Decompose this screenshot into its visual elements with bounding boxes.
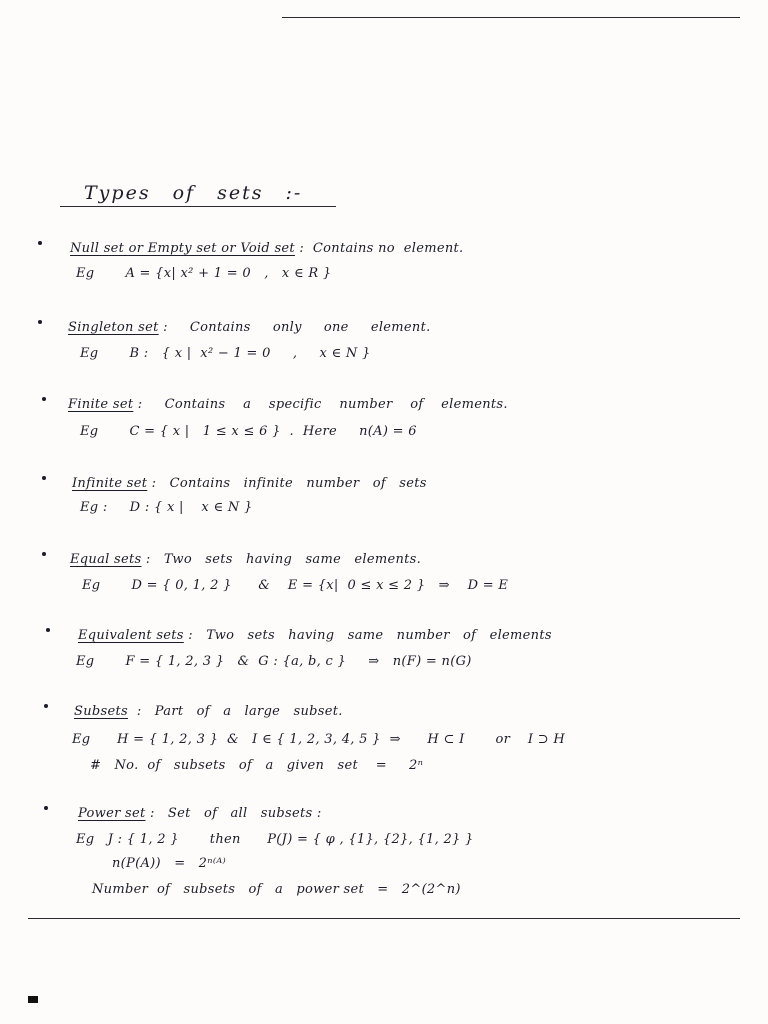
page-title: Types of sets :- — [84, 182, 303, 204]
bullet — [42, 552, 46, 556]
definition-line — [74, 704, 343, 720]
definition-line — [78, 628, 552, 644]
definition-line — [72, 476, 427, 492]
example-line: Eg D = { 0, 1, 2 } & E = {x| 0 ≤ x ≤ 2 } ⇒ D = E — [82, 578, 509, 593]
definition-line — [68, 320, 431, 336]
bullet — [46, 628, 50, 632]
note-line: # No. of subsets of a given set = 2ⁿ — [90, 758, 424, 773]
set-term: Infinite set — [72, 476, 148, 491]
set-definition: : Contains infinite number of sets — [147, 476, 427, 491]
set-term: Equal sets — [70, 552, 142, 567]
example-line: Eg C = { x | 1 ≤ x ≤ 6 } . Here n(A) = 6 — [80, 424, 417, 439]
example-line: Eg H = { 1, 2, 3 } & I ∈ { 1, 2, 3, 4, 5 } ⇒ H ⊂ I or I ⊃ H — [72, 732, 566, 747]
example-line: Eg F = { 1, 2, 3 } & G : {a, b, c } ⇒ n(F) = n(G) — [76, 654, 472, 669]
set-definition: : Contains no element. — [294, 241, 464, 256]
set-definition: : Part of a large subset. — [127, 704, 343, 719]
definition-line — [70, 241, 463, 257]
title-underline — [60, 206, 336, 207]
set-term: Null set or Empty set or Void set — [70, 241, 295, 256]
set-term: Power set — [78, 806, 146, 821]
example-line: Eg B : { x | x² − 1 = 0 , x ∈ N } — [80, 346, 371, 361]
definition-line — [70, 552, 421, 568]
set-definition: : Set of all subsets : — [145, 806, 322, 821]
set-definition: : Contains a specific number of elements. — [133, 397, 508, 412]
note-line: n(P(A)) = 2ⁿ⁽ᴬ⁾ — [112, 856, 227, 871]
bullet — [38, 320, 42, 324]
set-definition: : Contains only one element. — [158, 320, 431, 335]
example-line: Eg : D : { x | x ∈ N } — [80, 500, 253, 515]
bullet — [42, 476, 46, 480]
example-line: Eg A = {x| x² + 1 = 0 , x ∈ R } — [76, 266, 332, 281]
example-line: Eg J : { 1, 2 } then P(J) = { φ , {1}, {2}, {1, 2} } — [76, 832, 474, 847]
set-term: Equivalent sets — [78, 628, 184, 643]
note-line: Number of subsets of a power set = 2^(2^n) — [92, 882, 461, 897]
set-term: Subsets — [74, 704, 128, 719]
bottom-rule — [28, 918, 740, 919]
set-definition: : Two sets having same elements. — [141, 552, 422, 567]
set-definition: : Two sets having same number of elements — [183, 628, 552, 643]
set-term: Finite set — [68, 397, 134, 412]
bullet — [42, 397, 46, 401]
bullet — [44, 704, 48, 708]
top-rule — [282, 17, 740, 18]
set-term: Singleton set — [68, 320, 159, 335]
bullet — [38, 241, 42, 245]
definition-line — [78, 806, 322, 822]
definition-line — [68, 397, 508, 413]
scan-mark — [28, 996, 38, 1003]
bullet — [44, 806, 48, 810]
